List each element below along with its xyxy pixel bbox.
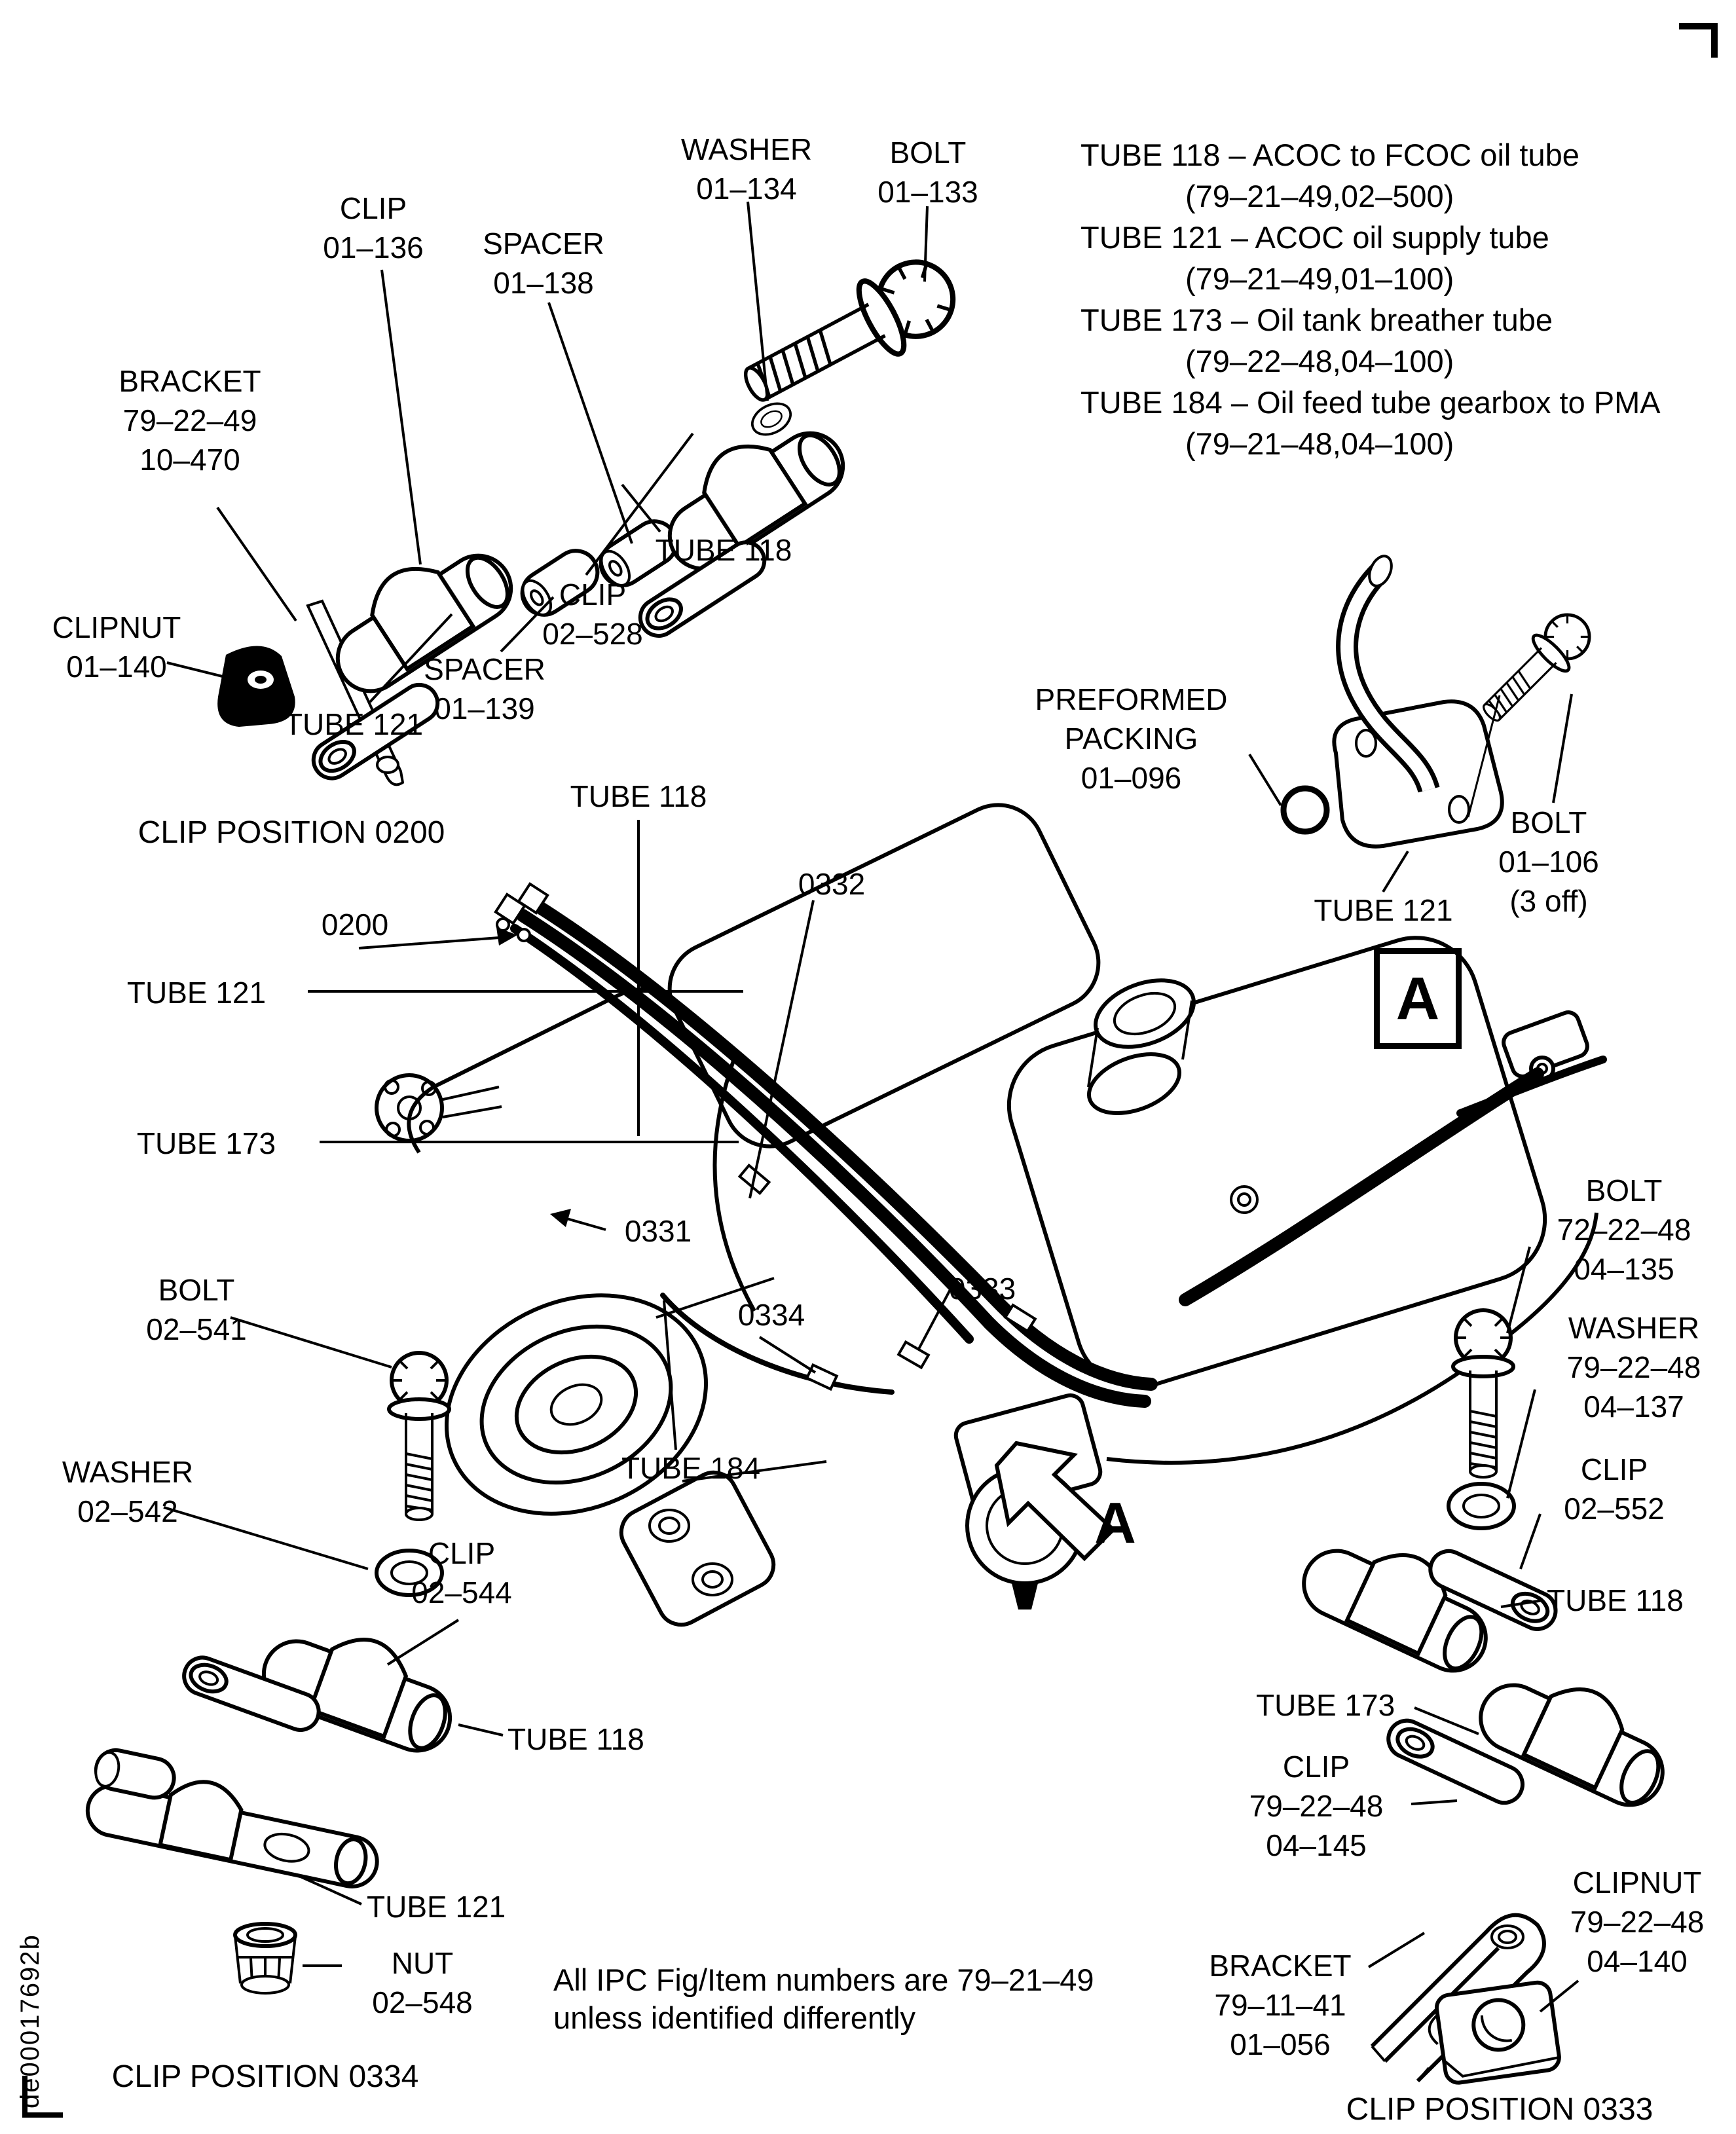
nut-02-548-art [235, 1924, 295, 1993]
clipnut-04-140-art [1425, 1981, 1561, 2086]
label-washer-01-134: WASHER 01–134 [680, 132, 813, 206]
label-tube-121-bottom-left: TUBE 121 [367, 1890, 506, 1924]
label-washer-04-137: WASHER 79–22–48 04–137 [1566, 1311, 1701, 1424]
caption-clip-position-0333: CLIP POSITION 0333 [1346, 2092, 1653, 2127]
clip-02-552-tube-118-art [1293, 1499, 1562, 1703]
label-bracket-01-056: BRACKET 79–11–41 01–056 [1209, 1949, 1352, 2061]
label-clipnut-04-140: CLIPNUT 79–22–48 04–140 [1570, 1866, 1705, 1978]
tube-legend [1080, 134, 1661, 464]
caption-clip-position-0200: CLIP POSITION 0200 [138, 815, 445, 850]
detail-a-marker: A [1374, 948, 1462, 1049]
corner-mark-top-right [1679, 26, 1714, 58]
label-clip-01-136: CLIP 01–136 [323, 191, 424, 265]
label-tube-118-bottom-right: TUBE 118 [1547, 1583, 1684, 1617]
label-tube-121-exploded: TUBE 121 [284, 707, 424, 741]
caption-clip-position-0334: CLIP POSITION 0334 [111, 2059, 419, 2094]
clip-tube-121-art [83, 1746, 389, 1891]
label-position-0200: 0200 [321, 908, 389, 942]
label-tube-173-engine: TUBE 173 [136, 1126, 276, 1160]
bolt-04-135-art [1453, 1310, 1513, 1477]
label-spacer-01-139: SPACER 01–139 [424, 652, 545, 726]
document-code: de00017692b [16, 1934, 45, 2108]
legend-item: TUBE 173 – Oil tank breather tube (79–22–48,04–100) [1080, 303, 1553, 378]
label-clip-02-544: CLIP 02–544 [411, 1536, 512, 1610]
ipc-note: All IPC Fig/Item numbers are 79–21–49 unless identified differently [553, 1962, 1094, 2035]
label-bolt-01-133: BOLT 01–133 [877, 136, 978, 209]
label-nut-02-548: NUT 02–548 [372, 1946, 473, 2019]
label-clip-02-528: CLIP 02–528 [542, 578, 643, 651]
washer-01-134-art [747, 397, 796, 441]
label-preformed-packing: PREFORMED PACKING 01–096 [1035, 682, 1228, 795]
label-tube-118-exploded: TUBE 118 [655, 533, 792, 567]
legend-item: TUBE 184 – Oil feed tube gearbox to PMA (79–21–48,04–100) [1080, 385, 1661, 461]
label-position-0333: 0333 [948, 1272, 1016, 1306]
label-tube-173-bottom-right: TUBE 173 [1256, 1688, 1395, 1722]
label-bracket-79-22-49: BRACKET 79–22–49 10–470 [119, 364, 261, 477]
preformed-packing-art [1284, 788, 1327, 832]
label-position-0332: 0332 [798, 867, 866, 901]
bolt-01-106-art [1471, 604, 1600, 733]
label-tube-118-engine: TUBE 118 [570, 779, 707, 813]
view-arrow-label: A [1094, 1490, 1136, 1555]
label-spacer-01-138: SPACER 01–138 [483, 227, 604, 300]
legend-item: TUBE 121 – ACOC oil supply tube (79–21–49,01–100) [1080, 220, 1549, 296]
label-washer-02-542: WASHER 02–542 [62, 1455, 194, 1528]
label-clip-04-145: CLIP 79–22–48 04–145 [1249, 1750, 1384, 1862]
label-clip-02-552: CLIP 02–552 [1564, 1452, 1665, 1526]
washer-04-137-art [1449, 1484, 1514, 1528]
label-position-0331: 0331 [624, 1214, 692, 1248]
label-bolt-01-106: BOLT 01–106 (3 off) [1498, 805, 1599, 918]
label-tube-121-detail-a: TUBE 121 [1314, 893, 1453, 927]
label-bolt-04-135: BOLT 72–22–48 04–135 [1557, 1173, 1691, 1286]
label-tube-184-engine: TUBE 184 [621, 1451, 761, 1485]
legend-item: TUBE 118 – ACOC to FCOC oil tube (79–21–49,02–500) [1080, 138, 1579, 213]
label-bolt-02-541: BOLT 02–541 [146, 1273, 247, 1346]
label-position-0334: 0334 [737, 1298, 805, 1332]
label-clipnut-01-140: CLIPNUT 01–140 [52, 610, 181, 684]
label-tube-121-engine: TUBE 121 [126, 976, 267, 1010]
clip-02-544-tube-118-art [179, 1583, 468, 1778]
bolt-02-541-art [389, 1353, 449, 1520]
label-tube-118-bottom-left: TUBE 118 [508, 1722, 644, 1756]
